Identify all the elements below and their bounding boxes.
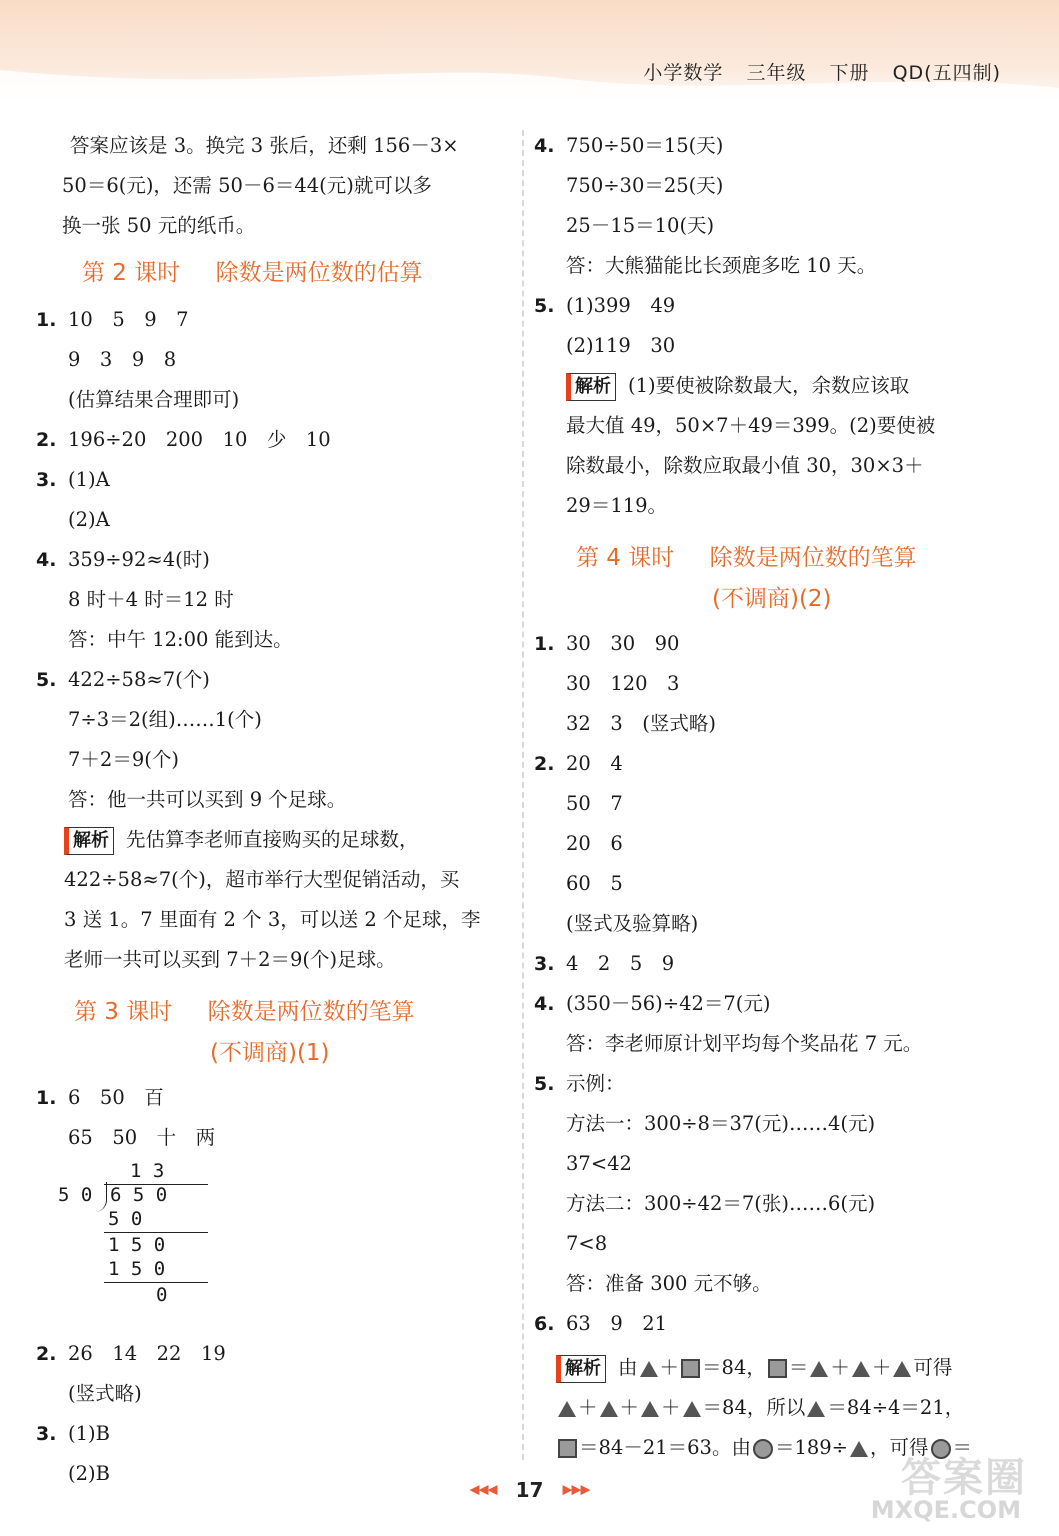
header-subject: 小学数学: [643, 62, 724, 84]
answer-line: 20 6: [566, 832, 623, 855]
section-heading: [30, 990, 505, 1034]
divisor: 5 0: [58, 1184, 93, 1206]
column-divider: [522, 130, 524, 1460]
answer-line: 7＋2＝9(个): [68, 748, 179, 771]
section-subtitle: (不调商)(1): [210, 1040, 330, 1066]
answer-line: 1. 30 30 90: [534, 632, 680, 655]
step-product: 5 0: [108, 1208, 143, 1230]
analysis-text: 老师一共可以买到 7＋2＝9(个)足球。: [64, 948, 396, 971]
answer-line: 1. 10 5 9 7: [36, 308, 189, 331]
answer-line: 方法二：300÷42＝7(张)……6(元): [566, 1192, 876, 1215]
answer-line: 8 时＋4 时＝12 时: [68, 588, 234, 611]
section-heading: [528, 536, 1028, 580]
header-grade: 三年级: [746, 62, 807, 84]
triangle-icon: [641, 1401, 659, 1417]
answer-line: 4. 359÷92≈4(时): [36, 548, 210, 571]
answer-line: 3. (1)A: [36, 468, 110, 491]
watermark-logo: 答案圈: [901, 1455, 1027, 1501]
answer-line: 答：大熊猫能比长颈鹿多吃 10 天。: [566, 254, 877, 277]
answer-line: 3. (1)B: [36, 1422, 110, 1445]
analysis-text: (1)要使被除数最大，余数应该取: [628, 374, 910, 397]
page-number: 17: [515, 1478, 544, 1502]
text-line: 换一张 50 元的纸币。: [62, 214, 256, 237]
answer-list: [528, 126, 1028, 366]
lesson-number: 第 4 课时: [576, 545, 675, 571]
answer-list: [30, 1334, 505, 1494]
answer-line: 7<8: [566, 1232, 608, 1255]
triangle-icon: [683, 1401, 701, 1417]
left-arrows-icon: ◀◀◀: [469, 1482, 497, 1498]
triangle-icon: [852, 1361, 870, 1377]
analysis-text: 先估算李老师直接购买的足球数，: [126, 828, 419, 851]
analysis-text: 422÷58≈7(个)，超市举行大型促销活动，买: [64, 868, 460, 891]
header-edition: QD(五四制): [892, 62, 1001, 84]
answer-line: (2)119 30: [566, 334, 676, 357]
answer-line: 65 50 十 两: [68, 1126, 216, 1149]
answer-line: (竖式及验算略): [566, 912, 699, 935]
analysis-text: 3 送 1。7 里面有 2 个 3，可以送 2 个足球，李: [64, 908, 481, 931]
analysis-badge: 解析: [556, 1355, 606, 1383]
analysis-badge: 解析: [64, 827, 114, 855]
answer-line: 7÷3＝2(组)……1(个): [68, 708, 262, 731]
answer-line: 5. 422÷58≈7(个): [36, 668, 210, 691]
analysis-badge: 解析: [566, 373, 616, 401]
answer-line: 750÷30＝25(天): [566, 174, 724, 197]
triangle-icon: [893, 1361, 911, 1377]
header-curve: [0, 0, 1059, 112]
answer-line: (竖式略): [68, 1382, 142, 1405]
answer-line: 2. 26 14 22 19: [36, 1342, 226, 1365]
step-remainder: 1 5 0: [108, 1234, 166, 1256]
triangle-icon: [810, 1361, 828, 1377]
answer-line: 30 120 3: [566, 672, 680, 695]
analysis-block: [30, 820, 505, 980]
analysis-block: 解析 由 ＋ ＝84， ＝ ＋ ＋ 可得 ＋ ＋ ＋ ＝84，所以 ＝84÷4＝21， ＝84－21＝63。由 ＝189÷ ，可得 ＝: [528, 1348, 1028, 1468]
right-column: [528, 126, 1028, 1468]
answer-line: 方法一：300÷8＝37(元)……4(元): [566, 1112, 876, 1135]
watermark-url: MXQE.COM: [870, 1496, 1021, 1524]
answer-list: [30, 300, 505, 820]
lesson-title: 除数是两位数的笔算: [207, 999, 415, 1025]
square-icon: [558, 1439, 577, 1458]
triangle-icon: [807, 1401, 825, 1417]
answer-line: 答：中午 12:00 能到达。: [68, 628, 293, 651]
step-product: 1 5 0: [108, 1258, 166, 1280]
step-line: [104, 1282, 208, 1283]
right-arrows-icon: ▶▶▶: [562, 1482, 590, 1498]
lesson-number: 第 3 课时: [74, 999, 173, 1025]
answer-line: 4. (350－56)÷42＝7(元): [534, 992, 771, 1015]
lesson-number: 第 2 课时: [82, 260, 181, 286]
triangle-icon: [558, 1401, 576, 1417]
long-division: [30, 1158, 505, 1328]
answer-line: 32 3 (竖式略): [566, 712, 716, 735]
answer-line: (估算结果合理即可): [68, 388, 240, 411]
dividend: 6 5 0: [110, 1184, 168, 1206]
answer-line: 6. 63 9 21: [534, 1312, 668, 1335]
division-bracket: [94, 1182, 107, 1212]
triangle-icon: [640, 1361, 658, 1377]
answer-line: 答：准备 300 元不够。: [566, 1272, 772, 1295]
analysis-block: [528, 366, 1028, 526]
step-line: [104, 1232, 208, 1233]
header-volume: 下册: [829, 62, 870, 84]
text-line: 50＝6(元)，还需 50－6＝44(元)就可以多: [62, 174, 432, 197]
square-icon: [681, 1359, 700, 1378]
answer-list: [30, 1078, 505, 1158]
answer-line: 50 7: [566, 792, 623, 815]
final-remainder: 0: [156, 1284, 168, 1306]
answer-line: 答：他一共可以买到 9 个足球。: [68, 788, 347, 811]
header-info: [627, 58, 1001, 85]
lesson-title: 除数是两位数的笔算: [709, 545, 917, 571]
answer-line: 37<42: [566, 1152, 632, 1175]
answer-line: 2. 196÷20 200 10 少 10: [36, 428, 331, 451]
answer-line: 9 3 9 8: [68, 348, 177, 371]
answer-line: 60 5: [566, 872, 623, 895]
answer-line: 3. 4 2 5 9: [534, 952, 675, 975]
lesson-title: 除数是两位数的估算: [215, 260, 423, 286]
answer-line: 5. (1)399 49: [534, 294, 676, 317]
answer-line: 4. 750÷50＝15(天): [534, 134, 724, 157]
answer-line: (2)A: [68, 508, 110, 531]
answer-line: 25－15＝10(天): [566, 214, 715, 237]
circle-icon: [753, 1439, 773, 1459]
triangle-icon: [600, 1401, 618, 1417]
analysis-text: 29＝119。: [566, 494, 668, 517]
watermark: [809, 1446, 1039, 1530]
answer-line: 答：李老师原计划平均每个奖品花 7 元。: [566, 1032, 923, 1055]
answer-line: 5. 示例：: [534, 1072, 625, 1095]
answer-line: 2. 20 4: [534, 752, 623, 775]
intro-paragraph: [30, 126, 505, 246]
quotient: 1 3: [130, 1160, 165, 1182]
analysis-text: 最大值 49，50×7＋49＝399。(2)要使被: [566, 414, 936, 437]
answer-line: 1. 6 50 百: [36, 1086, 164, 1109]
analysis-text: 除数最小，除数应取最小值 30，30×3＋: [566, 454, 924, 477]
section-subtitle: (不调商)(2): [712, 586, 832, 612]
left-column: [30, 126, 505, 1494]
text-line: 答案应该是 3。换完 3 张后，还剩 156－3×: [70, 134, 459, 157]
square-icon: [768, 1359, 787, 1378]
answer-list: [528, 624, 1028, 1344]
section-heading: [30, 246, 505, 300]
answer-line: (2)B: [68, 1462, 110, 1485]
